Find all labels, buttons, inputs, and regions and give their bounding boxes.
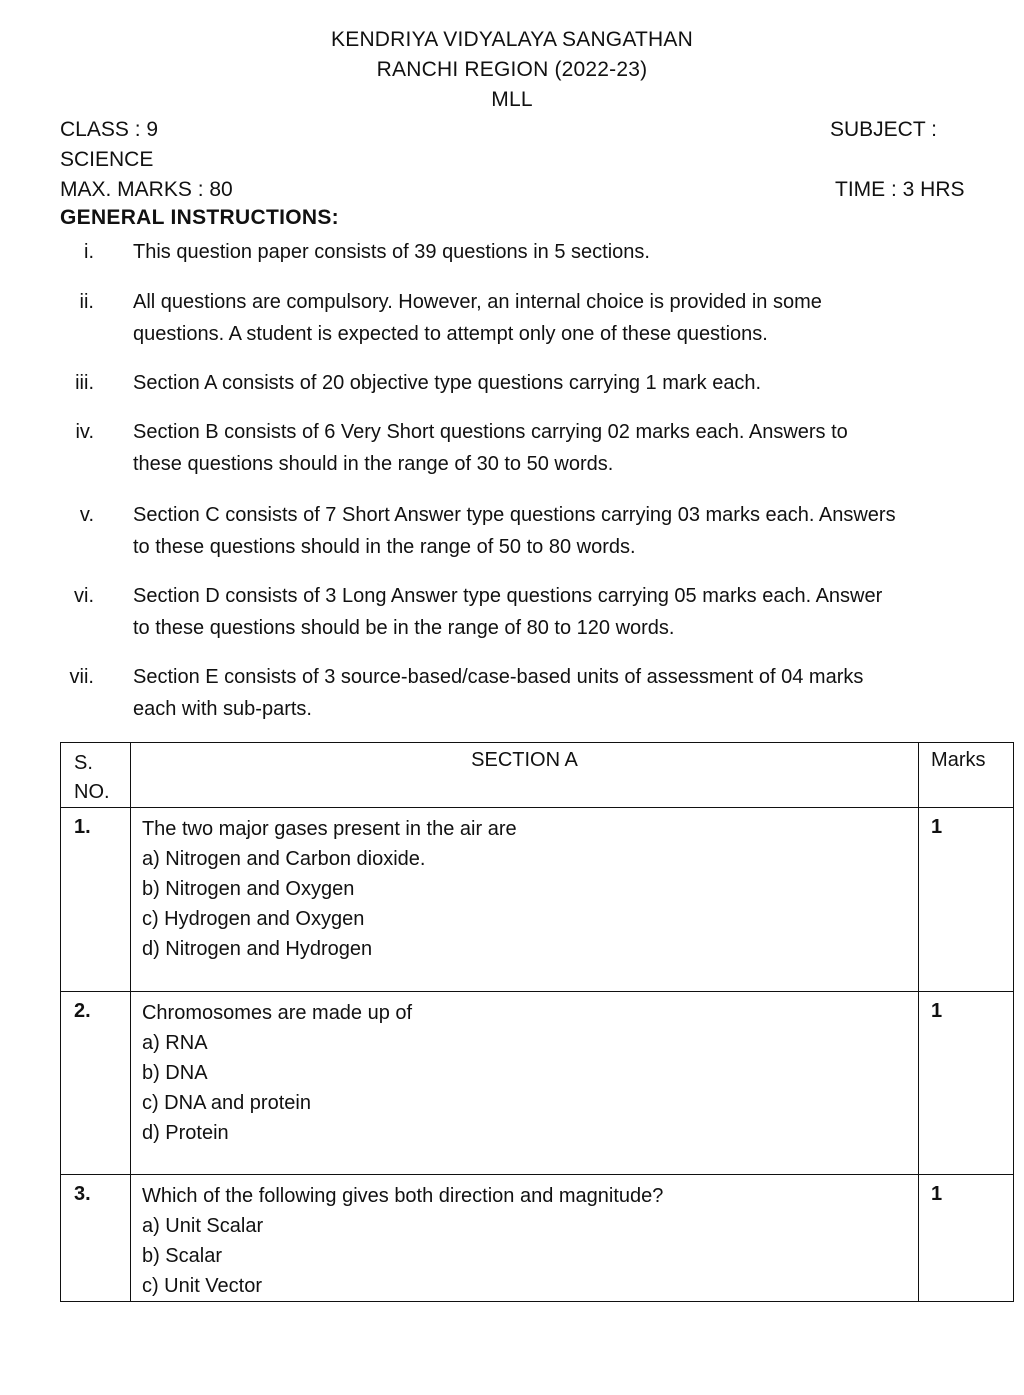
instruction-text: [133, 367, 1003, 399]
instruction-text: [133, 661, 1003, 725]
question-text: Which of the following gives both direction and magnitude?: [141, 1185, 664, 1207]
time-allowed: TIME : 3 HRS: [835, 178, 965, 201]
question-marks: 1: [919, 992, 1014, 1175]
instruction-text: [133, 580, 1003, 644]
instruction-number: ii.: [79, 291, 94, 313]
instruction-text: [133, 499, 1003, 563]
instruction-line: Section E consists of 3 source-based/case-based units of assessment of 04 marks: [133, 666, 864, 688]
instruction-number: vi.: [74, 585, 94, 607]
region-title: RANCHI REGION (2022-23): [376, 58, 648, 81]
question-cell: [130, 992, 918, 1175]
header-sno-line: NO.: [74, 781, 110, 803]
header-sno: [61, 743, 131, 808]
question-number: 1.: [61, 808, 131, 992]
subject-label: SUBJECT :: [830, 118, 937, 141]
table-row: [61, 808, 1014, 992]
header-section: SECTION A: [130, 743, 918, 808]
question-text: Chromosomes are made up of: [141, 1002, 413, 1024]
option: b) DNA: [141, 1062, 208, 1084]
option: d) Nitrogen and Hydrogen: [141, 938, 373, 960]
instructions-heading: GENERAL INSTRUCTIONS:: [60, 206, 339, 229]
instruction-item: [0, 286, 1024, 350]
instruction-line: to these questions should be in the range of 80 to 120 words.: [133, 617, 675, 639]
option: a) Nitrogen and Carbon dioxide.: [141, 848, 426, 870]
max-marks: MAX. MARKS : 80: [60, 178, 233, 201]
instruction-text: [133, 236, 1003, 268]
table-row: [61, 1175, 1014, 1302]
instruction-line: questions. A student is expected to attempt only one of these questions.: [133, 323, 768, 345]
instruction-text: [133, 286, 1003, 350]
instruction-line: This question paper consists of 39 questions in 5 sections.: [133, 241, 650, 263]
header-sno-line: S.: [74, 752, 93, 774]
option: b) Nitrogen and Oxygen: [141, 878, 355, 900]
question-text: The two major gases present in the air are: [141, 818, 517, 840]
instruction-number: i.: [84, 241, 94, 263]
instruction-number: iii.: [75, 372, 94, 394]
option: a) RNA: [141, 1032, 208, 1054]
option: a) Unit Scalar: [141, 1215, 264, 1237]
instruction-line: Section B consists of 6 Very Short questions carrying 02 marks each. Answers to: [133, 421, 848, 443]
paper-type: MLL: [491, 88, 533, 111]
question-cell: [130, 808, 918, 992]
instruction-line: Section C consists of 7 Short Answer type questions carrying 03 marks each. Answers: [133, 504, 896, 526]
instruction-line: these questions should in the range of 30 to 50 words.: [133, 453, 614, 475]
question-number: 3.: [61, 1175, 131, 1302]
class-label: CLASS : 9: [60, 118, 159, 141]
instruction-item: [0, 367, 1024, 399]
instruction-line: each with sub-parts.: [133, 698, 312, 720]
instruction-number: v.: [79, 504, 94, 526]
instruction-line: to these questions should in the range of 50 to 80 words.: [133, 536, 636, 558]
instruction-line: All questions are compulsory. However, an internal choice is provided in some: [133, 291, 822, 313]
instruction-line: Section A consists of 20 objective type questions carrying 1 mark each.: [133, 372, 762, 394]
instruction-line: Section D consists of 3 Long Answer type questions carrying 05 marks each. Answer: [133, 585, 883, 607]
option: c) Hydrogen and Oxygen: [141, 908, 365, 930]
option: d) Protein: [141, 1122, 229, 1144]
table-header-row: [61, 743, 1014, 808]
instruction-item: [0, 416, 1024, 480]
table-row: [61, 992, 1014, 1175]
option: c) DNA and protein: [141, 1092, 311, 1114]
org-title: KENDRIYA VIDYALAYA SANGATHAN: [331, 28, 693, 51]
instruction-item: [0, 236, 1024, 268]
option: b) Scalar: [141, 1245, 222, 1267]
subject-value: SCIENCE: [60, 148, 154, 171]
section-a-table: [60, 742, 1014, 1302]
instruction-item: [0, 580, 1024, 644]
question-number: 2.: [61, 992, 131, 1175]
question-cell: [130, 1175, 918, 1302]
instruction-item: [0, 661, 1024, 725]
header-marks: Marks: [919, 743, 1014, 808]
instruction-number: iv.: [75, 421, 94, 443]
question-marks: 1: [919, 808, 1014, 992]
instruction-text: [133, 416, 1003, 480]
instruction-number: vii.: [69, 666, 94, 688]
instruction-item: [0, 499, 1024, 563]
question-marks: 1: [919, 1175, 1014, 1302]
option: c) Unit Vector: [141, 1275, 263, 1297]
